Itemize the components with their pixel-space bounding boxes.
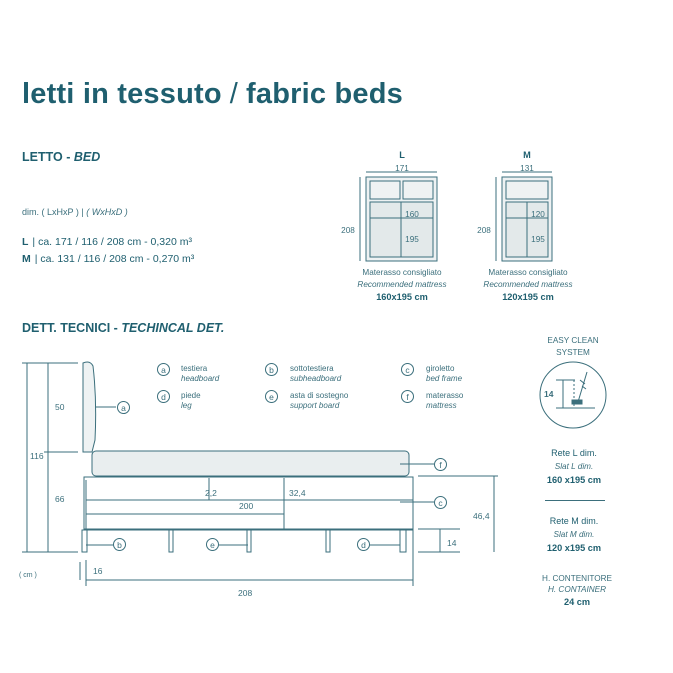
rete-l-it: Rete L dim.: [551, 448, 597, 458]
container-en: H. CONTAINER: [547, 585, 607, 594]
legend-it: sottotestiera: [290, 364, 334, 373]
legend-it: piede: [181, 391, 201, 400]
rete-l-size: 160 x195 cm: [546, 475, 602, 485]
height-headboard-label: 50: [55, 402, 65, 412]
tech-heading-it: DETT. TECNICI -: [22, 321, 118, 335]
marker-b: b: [113, 538, 126, 551]
depth-slats-label: 200: [239, 501, 254, 511]
legend-it: testiera: [181, 364, 208, 373]
legend-en: bed frame: [426, 374, 463, 383]
divider: [545, 500, 605, 501]
plan-m-caption-it: Materasso consigliato: [488, 268, 568, 277]
tech-heading-en: TECHINCAL DET.: [121, 321, 225, 335]
plan-l-mattress-length: 195: [405, 235, 419, 244]
legend-en: subheadboard: [290, 374, 342, 383]
legend-en: mattress: [426, 401, 457, 410]
rete-m-en: Slat M dim.: [553, 530, 595, 539]
marker-f: f: [434, 458, 447, 471]
marker-d: d: [357, 538, 370, 551]
plan-l-code: L: [399, 150, 405, 160]
rete-m-it: Rete M dim.: [549, 516, 599, 526]
legend-it: giroletto: [426, 364, 455, 373]
bed-heading-en: BED: [73, 150, 101, 164]
depth-edge-label: 32,4: [289, 488, 306, 498]
plan-l-caption-en: Recommended mattress: [357, 280, 447, 289]
legend-marker-a: a: [157, 363, 170, 376]
plan-l-caption-it: Materasso consigliato: [362, 268, 442, 277]
height-lower-label: 66: [55, 494, 65, 504]
dimension-caption-it: dim. ( LxHxP ) |: [22, 207, 84, 217]
plan-l-size: 160x195 cm: [376, 292, 428, 302]
legend-en: support board: [290, 401, 340, 410]
total-depth-label: 208: [238, 588, 253, 598]
easy-clean-line2: SYSTEM: [556, 348, 590, 357]
legend-it: asta di sostegno: [290, 391, 349, 400]
plan-m-length: 208: [477, 226, 491, 235]
legend-marker-d: d: [157, 390, 170, 403]
depth-inner-label: 2,2: [205, 488, 217, 498]
title-italian: letti in tessuto: [22, 78, 222, 110]
plan-l-length: 208: [341, 226, 355, 235]
legend-marker-c: c: [401, 363, 414, 376]
legend-marker-f: f: [401, 390, 414, 403]
size-spec: | ca. 171 / 116 / 208 cm - 0,320 m³: [32, 236, 192, 248]
easy-clean-value: 14: [544, 389, 554, 399]
container-it: H. CONTENITORE: [542, 574, 612, 583]
marker-e: e: [206, 538, 219, 551]
legend-it: materasso: [426, 391, 464, 400]
easy-clean-line1: EASY CLEAN: [547, 336, 599, 345]
height-frame-label: 46,4: [473, 511, 490, 521]
foot-depth-label: 16: [93, 566, 103, 576]
dimension-caption-en: ( WxHxD ): [86, 207, 128, 217]
size-code: M: [22, 253, 31, 265]
height-leg-label: 14: [447, 538, 457, 548]
plan-m-mattress-length: 195: [531, 235, 545, 244]
size-code: L: [22, 236, 29, 248]
legend-en: headboard: [181, 374, 220, 383]
plan-m-mattress-width: 120: [531, 210, 545, 219]
plan-m-width: 131: [520, 164, 534, 173]
marker-a: a: [117, 401, 130, 414]
height-total-label: 116: [30, 451, 44, 461]
rete-l-en: Slat L dim.: [554, 462, 594, 471]
container-size: 24 cm: [563, 597, 591, 607]
plan-m-caption-en: Recommended mattress: [483, 280, 573, 289]
plan-l-mattress-width: 160: [405, 210, 419, 219]
legend-en: leg: [181, 401, 192, 410]
legend-marker-b: b: [265, 363, 278, 376]
plan-l-width: 171: [395, 164, 409, 173]
bed-heading-it: LETTO -: [22, 150, 71, 164]
title-separator: /: [229, 78, 239, 110]
marker-c: c: [434, 496, 447, 509]
title-english: fabric beds: [246, 78, 403, 110]
legend-marker-e: e: [265, 390, 278, 403]
unit-label: ( cm ): [19, 572, 37, 579]
plan-m-code: M: [523, 150, 531, 160]
plan-m-size: 120x195 cm: [502, 292, 554, 302]
rete-m-size: 120 x195 cm: [546, 543, 602, 553]
size-spec: | ca. 131 / 116 / 208 cm - 0,270 m³: [34, 253, 195, 265]
